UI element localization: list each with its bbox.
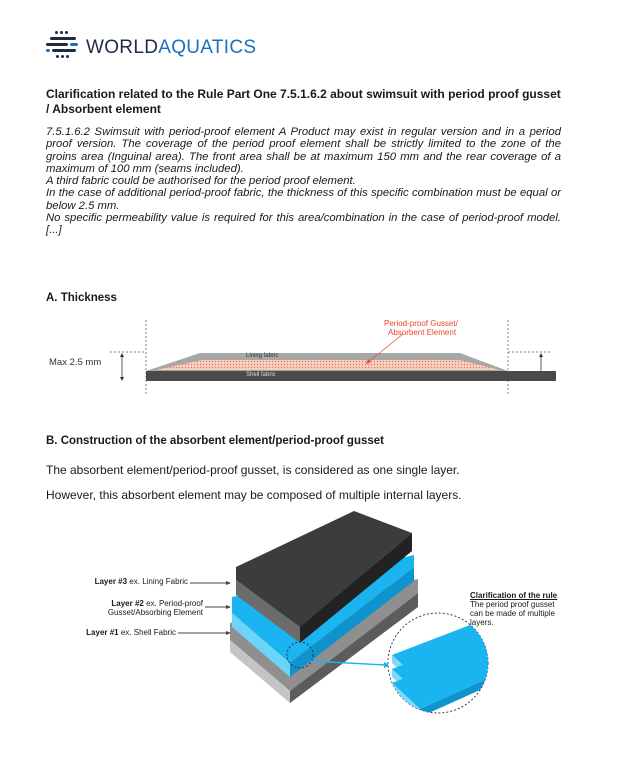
layer-1-name: Layer #1 bbox=[86, 628, 119, 637]
lining-fabric-label: Lining fabric bbox=[246, 353, 279, 359]
gusset-layer bbox=[156, 360, 500, 370]
rule-quote-paragraph-1: 7.5.1.6.2 Swimsuit with period-proof element A Product may exist in regular version and in a period proof version. The coverage of the period proof element shall be strictly limited to the zone of the groins area (Inguinal area). The front area shall be at maximum 150 mm and the rear coverage of a maximum of 100 mm (seams included). bbox=[46, 126, 561, 175]
max-thickness-label: Max 2.5 mm bbox=[49, 357, 102, 368]
rule-quote-paragraph-4: No specific permeability value is required for this area/combination in the case of period-proof model. [...] bbox=[46, 212, 561, 237]
shell-fabric-label: Shell fabric bbox=[246, 372, 276, 378]
layer-3-label bbox=[40, 577, 188, 586]
rule-quote bbox=[46, 126, 561, 237]
logo-word-aquatics: AQUATICS bbox=[158, 37, 257, 58]
clarification-text-3: layers. bbox=[470, 618, 494, 627]
layer-1-desc: ex. Shell Fabric bbox=[120, 628, 176, 637]
logo-word-world: WORLD bbox=[86, 37, 159, 58]
shell-fabric-layer bbox=[146, 371, 556, 381]
layer-3-name: Layer #3 bbox=[94, 577, 128, 586]
thickness-diagram bbox=[40, 312, 570, 402]
layer-1-label bbox=[30, 628, 176, 637]
gusset-label-line1: Period-proof Gusset/ bbox=[384, 319, 458, 328]
section-b-line2: However, this absorbent element may be composed of multiple internal layers. bbox=[46, 488, 462, 502]
layer-2-desc-line2: Gusset/Absorbing Element bbox=[107, 608, 203, 617]
layer-2-label bbox=[30, 599, 203, 608]
world-aquatics-logo-icon bbox=[46, 30, 80, 60]
document-title: Clarification related to the Rule Part One 7.5.1.6.2 about swimsuit with period proof gusset / Absorbent element bbox=[46, 87, 561, 116]
rule-quote-paragraph-2: A third fabric could be authorised for the period proof element. bbox=[46, 175, 356, 188]
rule-quote-paragraph-3: In the case of additional period-proof fabric, the thickness of this specific combination must be equal or below 2.5 mm. bbox=[46, 187, 561, 212]
layer-3-desc: ex. Lining Fabric bbox=[129, 577, 188, 586]
left-measure-arrow bbox=[120, 353, 124, 381]
section-b-heading: B. Construction of the absorbent element/period-proof gusset bbox=[46, 435, 384, 447]
layer-2-desc-1: ex. Period-proof bbox=[146, 599, 203, 608]
layers-diagram bbox=[0, 505, 633, 769]
layer-2-name: Layer #2 bbox=[111, 599, 144, 608]
clarification-text-1: The period proof gusset bbox=[470, 600, 555, 609]
section-b-line1: The absorbent element/period-proof gusset, is considered as one single layer. bbox=[46, 463, 460, 477]
gusset-label-line2: Absorbent Element bbox=[388, 328, 457, 337]
section-a-heading: A. Thickness bbox=[46, 292, 117, 304]
clarification-text-2: can be made of multiple bbox=[470, 609, 555, 618]
logo-wordmark bbox=[86, 37, 256, 59]
clarification-title: Clarification of the rule bbox=[470, 591, 558, 600]
